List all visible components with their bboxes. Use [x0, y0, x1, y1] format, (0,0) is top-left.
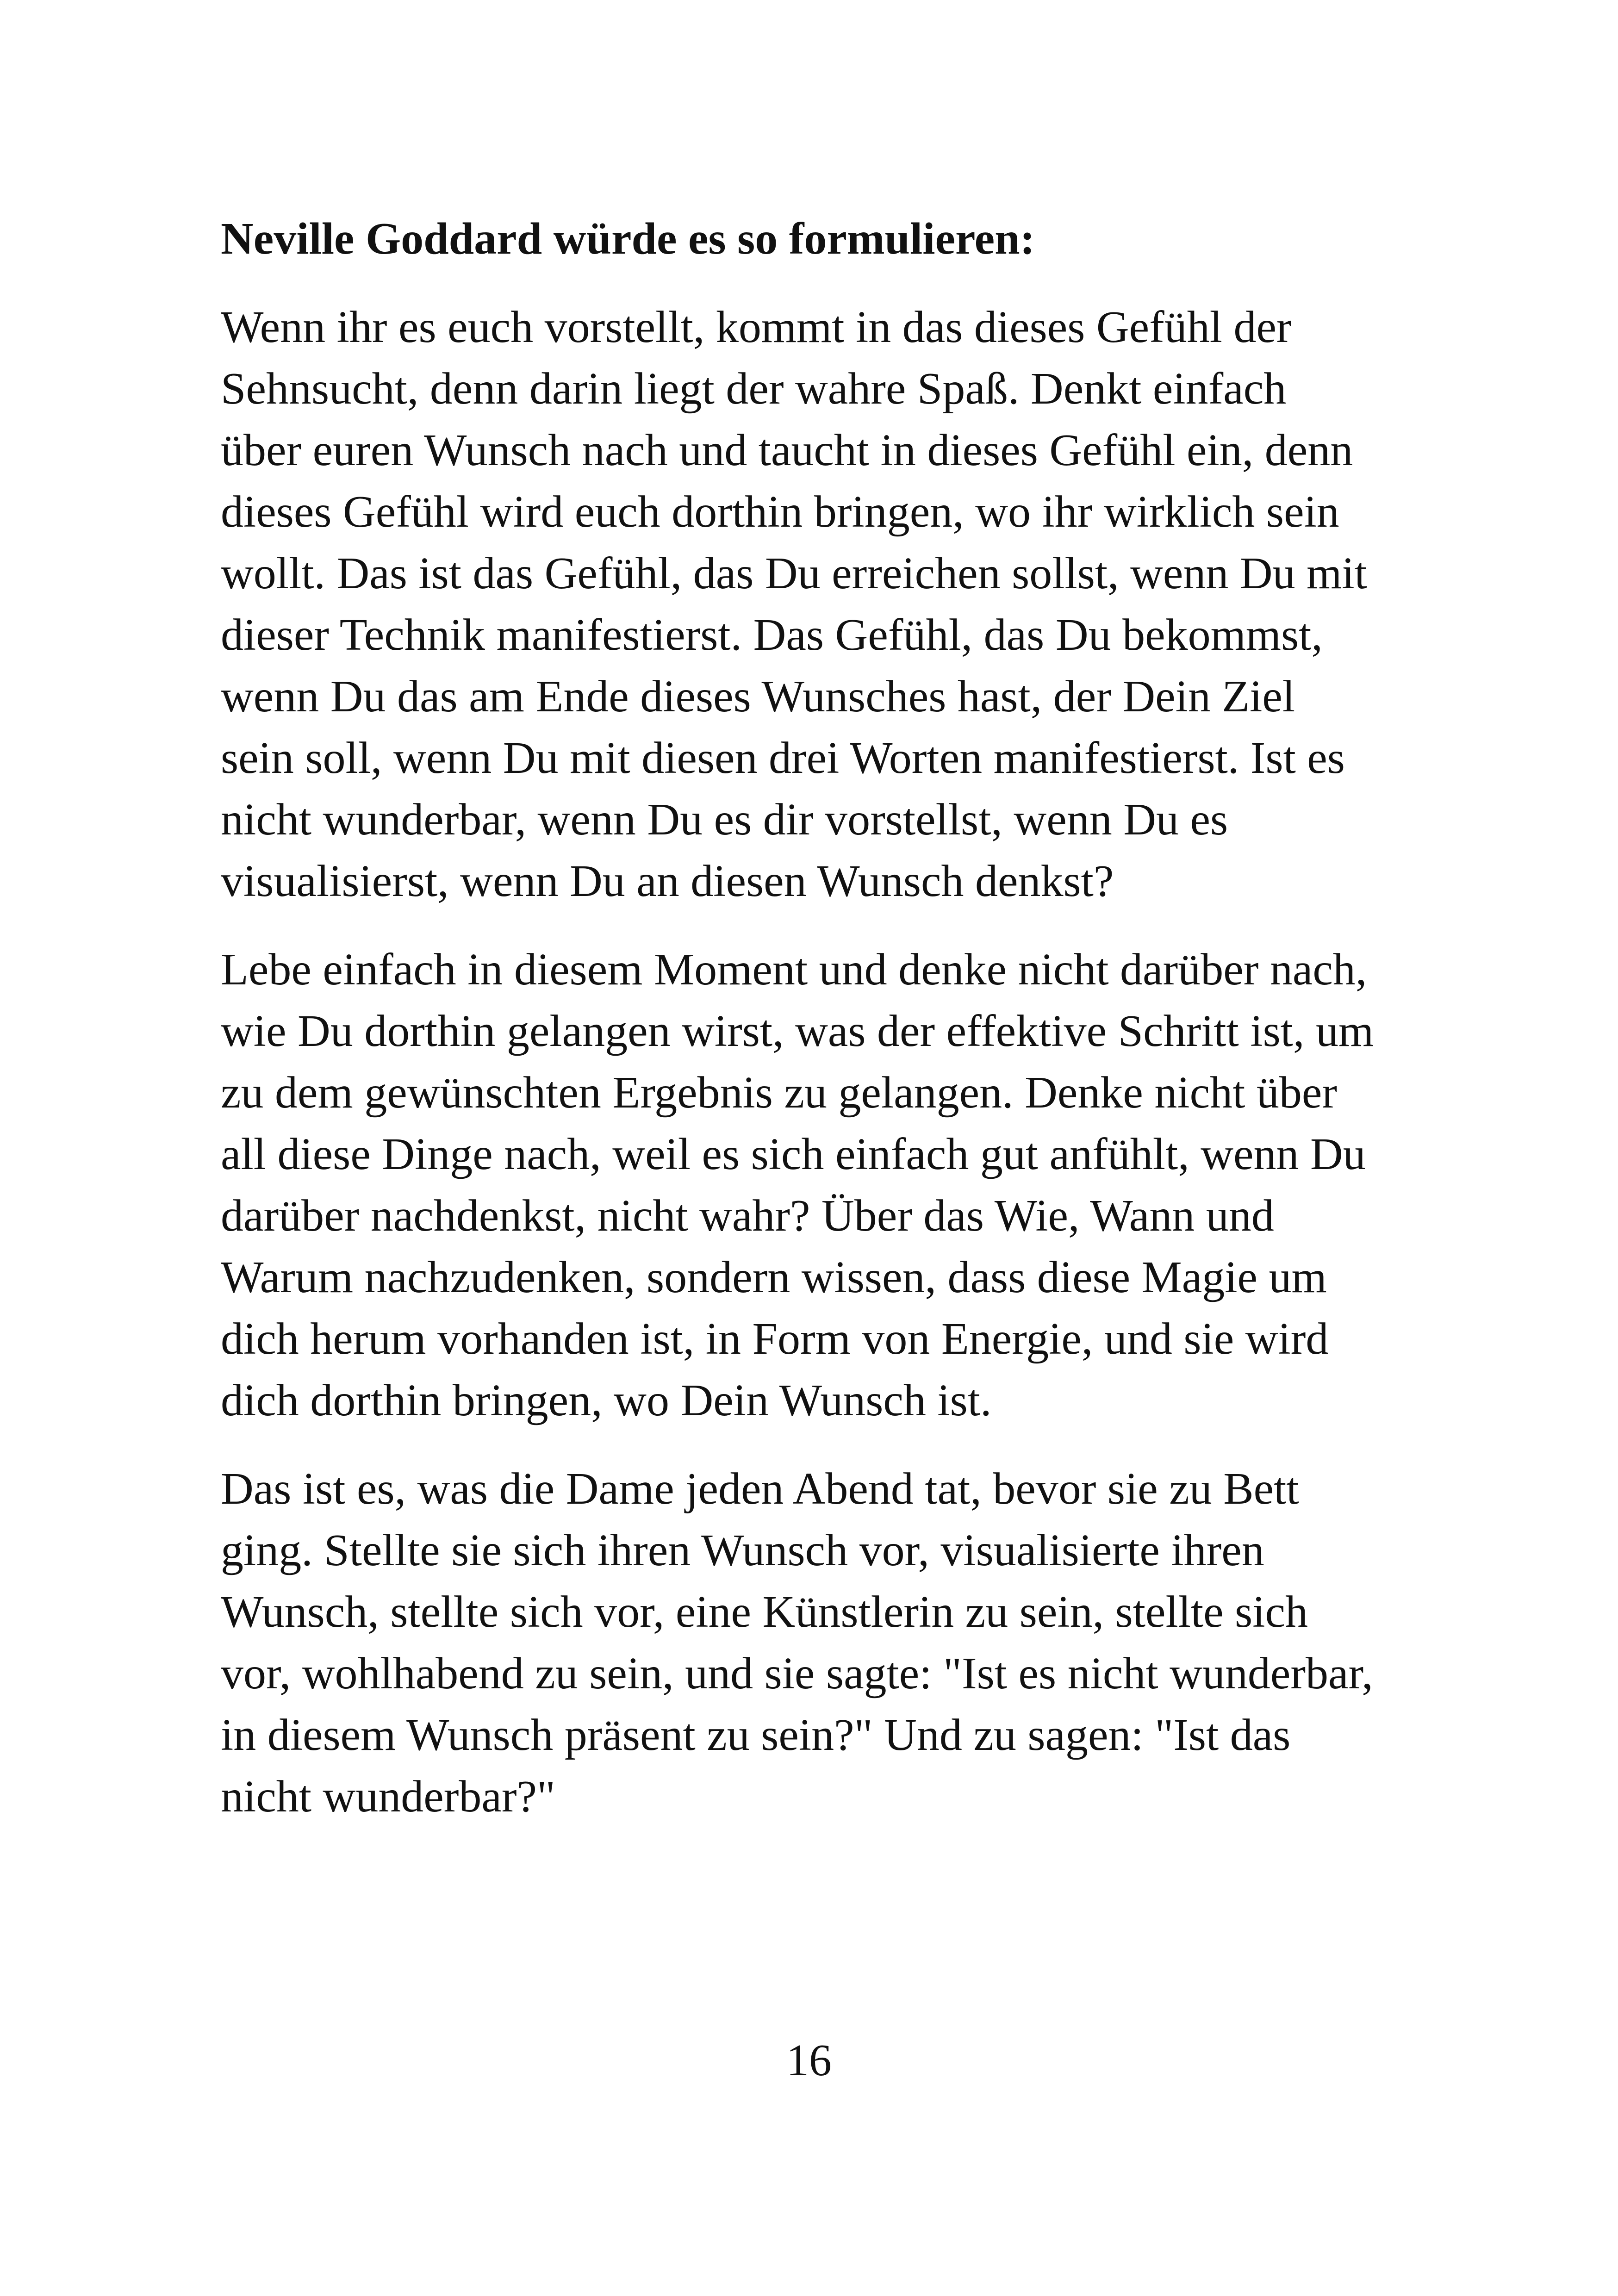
paragraph	[221, 1458, 1415, 1828]
section-heading: Neville Goddard würde es so formulieren:	[221, 214, 1035, 264]
text-line: visualisierst, wenn Du an diesen Wunsch denkst?	[221, 856, 1114, 906]
text-line: vor, wohlhabend zu sein, und sie sagte: "Ist es nicht wunderbar,	[221, 1649, 1373, 1699]
text-line: all diese Dinge nach, weil es sich einfach gut anfühlt, wenn Du	[221, 1129, 1366, 1179]
text-line: nicht wunderbar?"	[221, 1772, 555, 1822]
text-line: über euren Wunsch nach und taucht in dieses Gefühl ein, denn	[221, 425, 1353, 475]
text-line: Das ist es, was die Dame jeden Abend tat, bevor sie zu Bett	[221, 1464, 1299, 1514]
page-number: 16	[786, 2035, 832, 2085]
text-line: Wenn ihr es euch vorstellt, kommt in das dieses Gefühl der	[221, 302, 1292, 352]
paragraph	[221, 297, 1415, 912]
text-line: Sehnsucht, denn darin liegt der wahre Spaß. Denkt einfach	[221, 364, 1287, 414]
text-line: dich herum vorhanden ist, in Form von Energie, und sie wird	[221, 1314, 1329, 1364]
page-content	[221, 208, 1415, 1854]
text-line: ging. Stellte sie sich ihren Wunsch vor, visualisierte ihren	[221, 1525, 1264, 1575]
text-line: nicht wunderbar, wenn Du es dir vorstellst, wenn Du es	[221, 795, 1228, 845]
text-line: darüber nachdenkst, nicht wahr? Über das Wie, Wann und	[221, 1191, 1274, 1241]
text-line: in diesem Wunsch präsent zu sein?" Und zu sagen: "Ist das	[221, 1710, 1291, 1760]
text-line: zu dem gewünschten Ergebnis zu gelangen. Denke nicht über	[221, 1068, 1338, 1118]
text-line: Warum nachzudenken, sondern wissen, dass diese Magie um	[221, 1252, 1327, 1302]
text-line: Lebe einfach in diesem Moment und denke nicht darüber nach,	[221, 945, 1367, 995]
paragraph	[221, 939, 1415, 1431]
text-line: dieser Technik manifestierst. Das Gefühl, das Du bekommst,	[221, 610, 1323, 660]
text-line: wie Du dorthin gelangen wirst, was der effektive Schritt ist, um	[221, 1006, 1374, 1056]
text-line: dich dorthin bringen, wo Dein Wunsch ist.	[221, 1375, 992, 1425]
text-line: wenn Du das am Ende dieses Wunsches hast, der Dein Ziel	[221, 672, 1295, 722]
text-line: wollt. Das ist das Gefühl, das Du erreichen sollst, wenn Du mit	[221, 548, 1367, 598]
text-line: Wunsch, stellte sich vor, eine Künstlerin zu sein, stellte sich	[221, 1587, 1308, 1637]
body-text	[221, 297, 1415, 1828]
text-line: dieses Gefühl wird euch dorthin bringen, wo ihr wirklich sein	[221, 487, 1339, 537]
text-line: sein soll, wenn Du mit diesen drei Worten manifestierst. Ist es	[221, 733, 1345, 783]
